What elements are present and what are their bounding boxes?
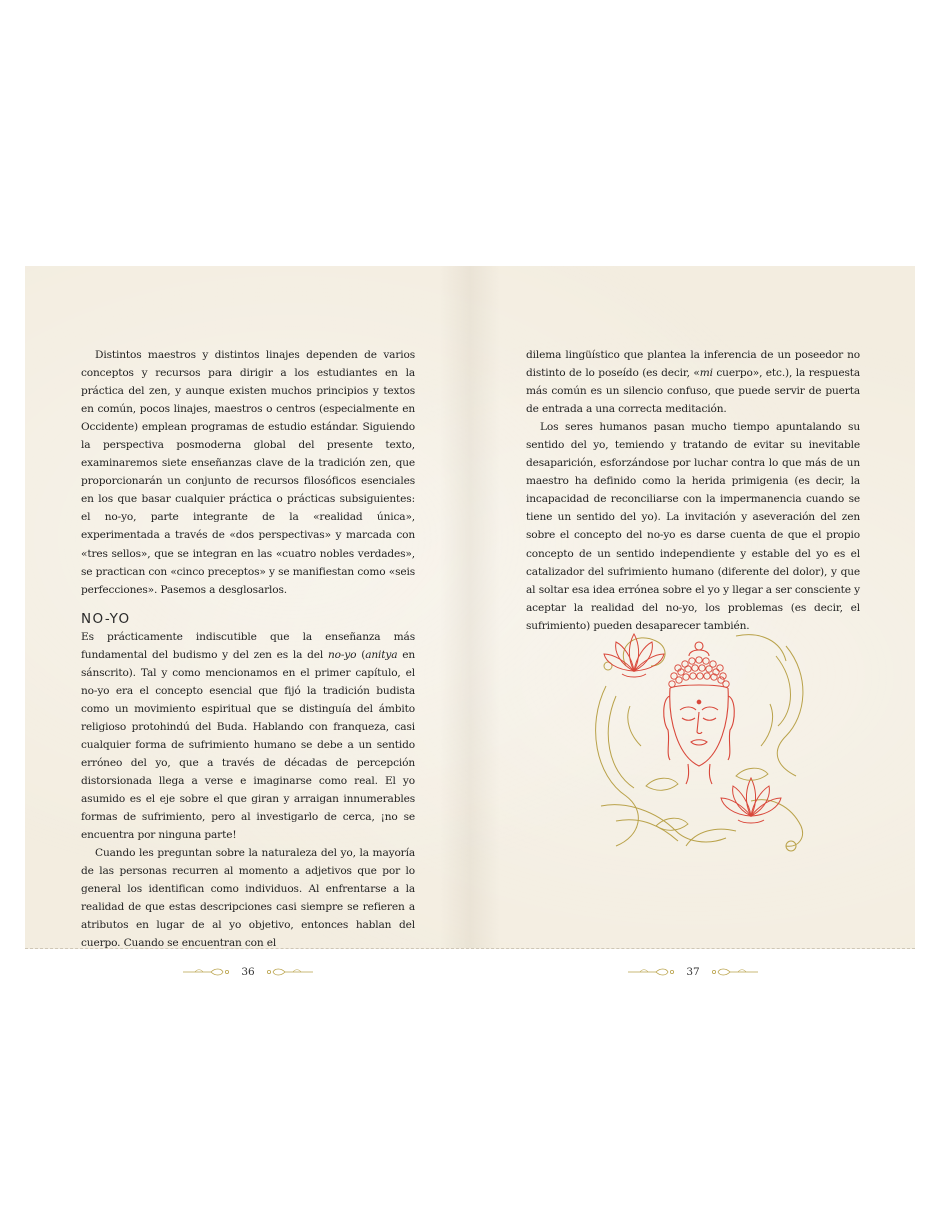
ornament-left-icon (181, 967, 233, 977)
ornament-right-icon (263, 967, 315, 977)
left-intro-paragraph: Distintos maestros y distintos linajes dependen de varios conceptos y recursos para dirigir a los estudiantes en la práctica del zen, y aunque existen muchos principios y textos en común, pocos linajes, maestros o centros (especialmente en Occidente) emplean programas de estudio estándar. Siguiendo la perspectiva posmoderna global del presente texto, examinaremos siete enseñanzas clave de la tradición zen, que proporcionarán un conjunto de recursos filosóficos esenciales en los que basar cualquier práctica o prácticas subsiguientes: el no-yo, parte integrante de la «realidad única», experimentada a través de «dos perspectivas» y marcada con «tres sellos», que se integran en las «cuatro nobles verdades», se practican con «cinco preceptos» y se manifiestan como «seis perfecciones». Pasemos a desglosarlos. (81, 349, 415, 596)
right-page (526, 346, 860, 978)
ornament-right-icon (708, 967, 760, 977)
page-number-left: 36 (241, 966, 255, 978)
section-heading: NO-YO (81, 610, 131, 627)
page-number-right: 37 (686, 966, 700, 978)
buddha-lotus-illustration-icon (586, 626, 812, 858)
left-folio (81, 966, 415, 978)
left-page (81, 346, 415, 978)
right-paragraph-2: Los seres humanos pasan mucho tiempo apuntalando su sentido del yo, temiendo y tratando de evitar su inevitable desaparición, esforzándose por luchar contra lo que más de un maestro ha definido como la herida primigenia (es decir, la incapacidad de reconciliarse con la impermanencia cuando se tiene un sentido del yo). La invitación y aseveración del zen sobre el concepto del no-yo es darse cuenta de que el propio concepto de un sentido independiente y estable del yo es el catalizador del sufrimiento humano (diferente del dolor), y que al soltar esa idea errónea sobre el yo y llegar a ser consciente y aceptar la realidad del no-yo, los problemas (es decir, el sufrimiento) pueden desaparecer también. (526, 421, 860, 632)
left-paragraph-2: Cuando les preguntan sobre la naturaleza del yo, la mayoría de las personas recurren al momento a adjetivos que por lo general los identifican como individuos. Al enfrentarse a la realidad de que estas descripciones casi siempre se refieren a atributos en lugar de al yo objetivo, entonces hablan del cuerpo. Cuando se encuentran con el (81, 847, 415, 950)
book-spread (25, 266, 915, 978)
left-paragraph-1: Es prácticamente indiscutible que la enseñanza más fundamental del budismo y del zen es la del no-yo (anitya en sánscrito). Tal y como mencionamos en el primer capítulo, el no-yo era el concepto esencial que fijó la tradición budista como un movimiento espiritual que se distinguía del ámbito religioso protohindú del Buda. Hablando con franqueza, casi cualquier forma de sufrimiento humano se debe a un sentido erróneo del yo, que a través de décadas de percepción distorsionada llega a verse e imaginarse como real. El yo asumido es el eje sobre el que giran y arraigan innumerables formas de sufrimiento, pero al investigarlo de cerca, ¡no se encuentra por ninguna parte! (81, 630, 415, 842)
right-paragraph-1: dilema lingüístico que plantea la inferencia de un poseedor no distinto de lo poseído (es decir, «mi cuerpo», etc.), la respuesta más común es un silencio confuso, que puede servir de puerta de entrada a una correcta meditación. (526, 349, 860, 416)
ornament-left-icon (626, 967, 678, 977)
right-folio (526, 966, 860, 978)
book-gutter (440, 266, 500, 948)
